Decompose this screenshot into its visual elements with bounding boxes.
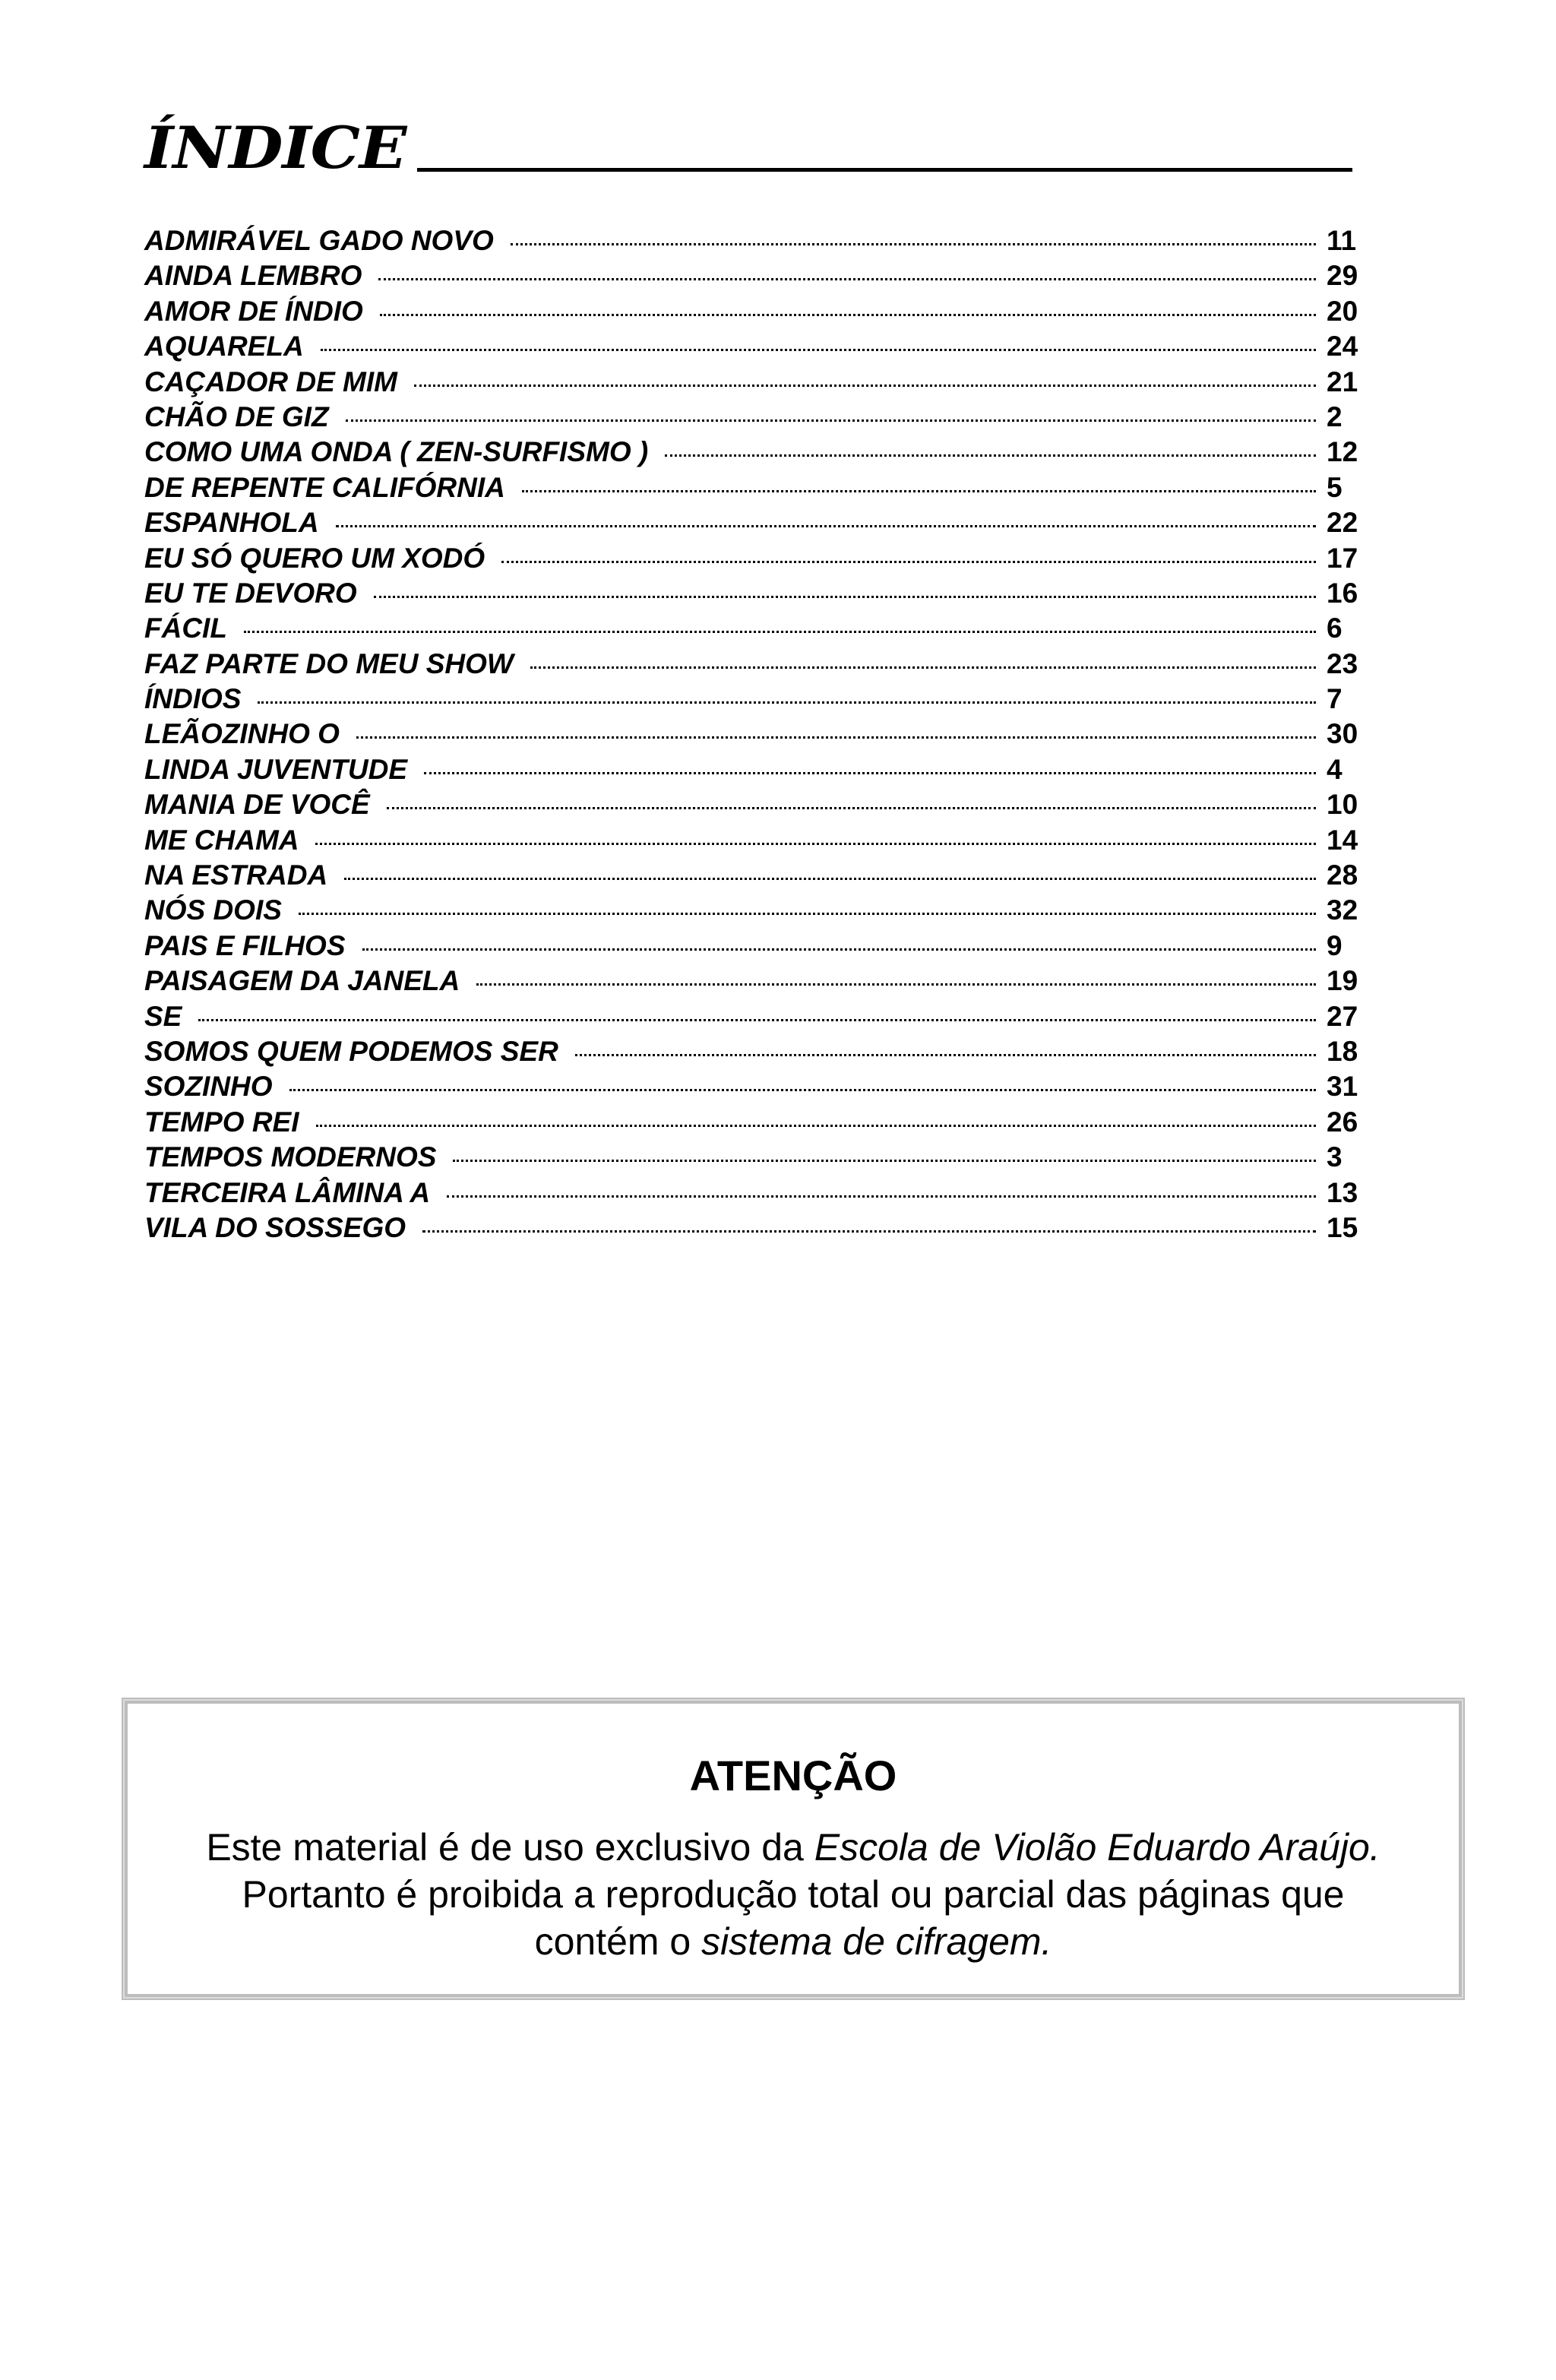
toc-entry — [144, 1140, 1369, 1175]
notice-text — [143, 1824, 1444, 1965]
toc-entry-title: SOZINHO — [144, 1071, 273, 1103]
toc-entry — [144, 294, 1369, 329]
notice-line-1 — [143, 1824, 1444, 1871]
toc-entry-title: EU TE DEVORO — [144, 577, 357, 609]
table-of-contents — [144, 223, 1369, 1245]
toc-entry-page: 11 — [1327, 225, 1357, 256]
toc-dot-leader — [378, 278, 1316, 280]
toc-entry-title: FÁCIL — [144, 612, 227, 644]
toc-entry-page: 19 — [1327, 965, 1358, 997]
toc-entry — [144, 258, 1369, 293]
toc-dot-leader — [380, 314, 1316, 316]
toc-entry — [144, 647, 1369, 682]
toc-entry — [144, 1034, 1369, 1069]
toc-dot-leader — [575, 1054, 1316, 1056]
toc-entry — [144, 470, 1369, 505]
toc-entry-page: 9 — [1327, 929, 1343, 961]
toc-entry-page: 2 — [1327, 400, 1343, 432]
toc-entry-page: 32 — [1327, 894, 1358, 926]
toc-entry — [144, 823, 1369, 858]
toc-dot-leader — [511, 243, 1316, 245]
toc-dot-leader — [362, 948, 1316, 951]
toc-entry — [144, 929, 1369, 964]
toc-dot-leader — [258, 701, 1316, 704]
toc-dot-leader — [424, 772, 1316, 774]
toc-entry-page: 14 — [1327, 824, 1358, 856]
toc-dot-leader — [336, 525, 1316, 527]
toc-entry — [144, 223, 1369, 258]
toc-entry-page: 18 — [1327, 1035, 1358, 1067]
toc-entry-page: 30 — [1327, 718, 1358, 750]
toc-entry-page: 20 — [1327, 295, 1358, 327]
system-name: sistema de cifragem. — [701, 1920, 1052, 1963]
toc-dot-leader — [289, 1089, 1316, 1091]
toc-entry — [144, 576, 1369, 611]
toc-dot-leader — [198, 1019, 1316, 1021]
toc-dot-leader — [346, 419, 1316, 422]
toc-entry-title: SOMOS QUEM PODEMOS SER — [144, 1035, 558, 1067]
toc-dot-leader — [453, 1160, 1316, 1162]
toc-entry-page: 26 — [1327, 1106, 1358, 1138]
notice-line-3 — [143, 1918, 1444, 1965]
toc-entry-page: 17 — [1327, 542, 1358, 574]
toc-entry-page: 13 — [1327, 1176, 1358, 1208]
toc-entry-page: 27 — [1327, 1000, 1358, 1032]
toc-dot-leader — [665, 454, 1316, 457]
toc-entry-page: 21 — [1327, 366, 1358, 397]
toc-entry-title: AQUARELA — [144, 331, 304, 362]
toc-entry — [144, 717, 1369, 752]
toc-entry-page: 24 — [1327, 331, 1358, 362]
toc-entry — [144, 1105, 1369, 1140]
toc-entry-page: 22 — [1327, 507, 1358, 539]
toc-entry-title: LINDA JUVENTUDE — [144, 753, 408, 785]
toc-entry-page: 29 — [1327, 260, 1358, 292]
toc-dot-leader — [476, 983, 1316, 986]
toc-entry-page: 31 — [1327, 1071, 1358, 1103]
toc-entry-title: TERCEIRA LÂMINA A — [144, 1176, 431, 1208]
notice-line-2: Portanto é proibida a reprodução total ou parcial das páginas que — [242, 1873, 1345, 1916]
toc-entry-page: 4 — [1327, 753, 1343, 785]
toc-dot-leader — [374, 596, 1316, 598]
toc-entry-title: MANIA DE VOCÊ — [144, 789, 370, 821]
toc-entry-title: ESPANHOLA — [144, 507, 319, 539]
toc-entry — [144, 400, 1369, 435]
toc-dot-leader — [244, 631, 1316, 633]
toc-entry — [144, 893, 1369, 928]
title-rule — [417, 168, 1352, 172]
index-heading — [144, 114, 1352, 182]
toc-entry — [144, 999, 1369, 1034]
toc-entry-page: 23 — [1327, 647, 1358, 679]
toc-entry-title: ME CHAMA — [144, 824, 299, 856]
toc-dot-leader — [447, 1195, 1316, 1198]
notice-box — [122, 1698, 1465, 2000]
toc-entry-title: CHÃO DE GIZ — [144, 400, 329, 432]
toc-dot-leader — [414, 385, 1316, 387]
toc-dot-leader — [315, 843, 1316, 845]
toc-entry — [144, 435, 1369, 470]
toc-dot-leader — [356, 736, 1316, 739]
toc-entry-page: 12 — [1327, 436, 1358, 468]
toc-entry-page: 28 — [1327, 859, 1358, 891]
toc-entry — [144, 329, 1369, 364]
toc-entry-title: NÓS DOIS — [144, 894, 282, 926]
toc-entry-page: 3 — [1327, 1141, 1343, 1173]
toc-entry-page: 16 — [1327, 577, 1358, 609]
toc-entry — [144, 541, 1369, 576]
toc-dot-leader — [387, 807, 1316, 809]
toc-entry — [144, 1211, 1369, 1245]
toc-entry-title: COMO UMA ONDA ( ZEN-SURFISMO ) — [144, 436, 649, 468]
toc-entry — [144, 964, 1369, 999]
toc-entry-title: PAIS E FILHOS — [144, 929, 346, 961]
toc-dot-leader — [344, 878, 1316, 880]
toc-entry — [144, 1176, 1369, 1211]
toc-entry-title: ADMIRÁVEL GADO NOVO — [144, 225, 494, 256]
toc-entry — [144, 1069, 1369, 1104]
toc-entry — [144, 611, 1369, 646]
toc-entry-title: CAÇADOR DE MIM — [144, 366, 397, 397]
toc-entry — [144, 752, 1369, 787]
toc-entry-page: 15 — [1327, 1211, 1358, 1243]
notice-line-1-prefix: Este material é de uso exclusivo da — [206, 1826, 814, 1869]
toc-entry — [144, 365, 1369, 400]
toc-entry-title: LEÃOZINHO O — [144, 718, 340, 750]
toc-entry-page: 5 — [1327, 471, 1343, 503]
toc-entry-page: 7 — [1327, 683, 1343, 715]
toc-entry-title: PAISAGEM DA JANELA — [144, 965, 460, 997]
toc-entry-title: AINDA LEMBRO — [144, 260, 362, 292]
toc-entry — [144, 858, 1369, 893]
toc-entry-title: TEMPOS MODERNOS — [144, 1141, 437, 1173]
toc-dot-leader — [321, 349, 1316, 351]
toc-dot-leader — [501, 561, 1316, 563]
notice-line-3-prefix: contém o — [534, 1920, 702, 1963]
toc-entry-title: SE — [144, 1000, 182, 1032]
toc-entry — [144, 682, 1369, 717]
toc-entry — [144, 787, 1369, 822]
toc-entry-page: 10 — [1327, 789, 1358, 821]
toc-entry-title: ÍNDIOS — [144, 683, 242, 715]
toc-entry-title: NA ESTRADA — [144, 859, 328, 891]
toc-entry-page: 6 — [1327, 612, 1343, 644]
toc-dot-leader — [299, 913, 1316, 915]
notice-title: ATENÇÃO — [689, 1752, 897, 1799]
toc-entry-title: FAZ PARTE DO MEU SHOW — [144, 647, 514, 679]
toc-dot-leader — [422, 1230, 1316, 1233]
page-title: ÍNDICE — [144, 114, 406, 182]
school-name: Escola de Violão Eduardo Araújo. — [814, 1826, 1380, 1869]
toc-entry-title: AMOR DE ÍNDIO — [144, 295, 363, 327]
toc-entry-title: VILA DO SOSSEGO — [144, 1211, 406, 1243]
toc-dot-leader — [316, 1125, 1316, 1127]
toc-dot-leader — [530, 666, 1316, 669]
toc-entry-title: EU SÓ QUERO UM XODÓ — [144, 542, 485, 574]
toc-dot-leader — [522, 490, 1316, 492]
toc-entry-title: TEMPO REI — [144, 1106, 299, 1138]
toc-entry — [144, 505, 1369, 540]
toc-entry-title: DE REPENTE CALIFÓRNIA — [144, 471, 505, 503]
